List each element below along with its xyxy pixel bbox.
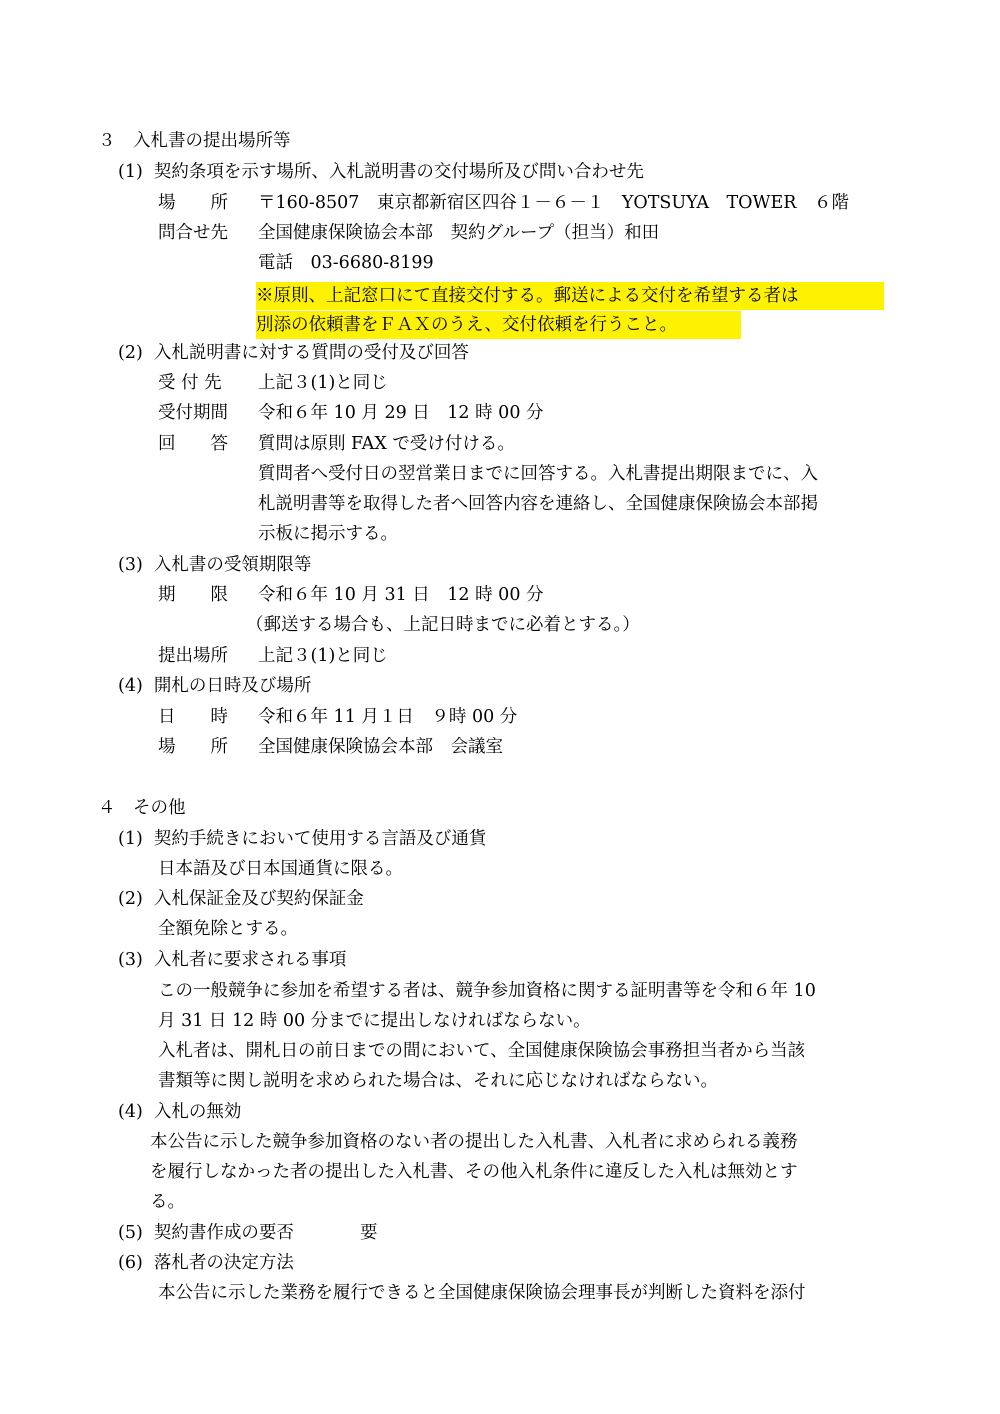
section-4-3-line-2: 月 31 日 12 時 00 分までに提出しなければならない。 [158,1011,591,1031]
section-4-3-line-3: 入札者は、開札日の前日までの間において、全国健康保険協会事務担当者から当該 [158,1041,806,1061]
section-4-4-line-2: を履行しなかった者の提出した入札書、その他入札条件に違反した入札は無効とす [150,1162,798,1182]
deadline-value: 令和６年 10 月 31 日 12 時 00 分 [258,585,544,605]
deadline-label: 期 限 [158,585,228,605]
contact-value: 全国健康保険協会本部 契約グループ（担当）和田 [258,223,660,243]
section-3-3-title: (3) 入札書の受領期限等 [118,555,312,575]
section-4-1-body: 日本語及び日本国通貨に限る。 [158,859,403,879]
section-4-6-line-1: 本公告に示した業務を履行できると全国健康保険協会理事長が判断した資料を添付 [158,1283,806,1303]
section-4-5-title: (5) 契約書作成の要否 [118,1223,294,1243]
highlighted-note-line-2 [256,311,741,339]
section-4-5-value: 要 [360,1223,378,1243]
section-4-4-line-3: る。 [150,1192,185,1212]
answer-line-4: 示板に掲示する。 [258,524,398,544]
contact-label: 問合せ先 [158,223,228,243]
section-4-4-line-1: 本公告に示した競争参加資格のない者の提出した入札書、入札者に求められる義務 [150,1132,798,1152]
answer-value: 質問は原則 FAX で受け付ける。 [258,434,515,454]
section-4-heading: ４ その他 [98,798,186,818]
deadline-note: （郵送する場合も、上記日時までに必着とする。） [246,615,640,635]
place-value: 〒160-8507 東京都新宿区四谷１－６－１ YOTSUYA TOWER ６階 [258,193,849,213]
section-4-6-title: (6) 落札者の決定方法 [118,1253,294,1273]
contact-phone: 電話 03-6680-8199 [258,253,434,273]
note-text-1: ※原則、上記窓口にて直接交付する。郵送による交付を希望する者は [256,286,799,306]
section-3-4-title: (4) 開札の日時及び場所 [118,676,312,696]
opening-place-label: 場 所 [158,737,228,757]
section-4-2-body: 全額免除とする。 [158,919,298,939]
section-4-1-title: (1) 契約手続きにおいて使用する言語及び通貨 [118,829,487,849]
answer-label: 回 答 [158,434,228,454]
answer-line-2: 質問者へ受付日の翌営業日までに回答する。入札書提出期限までに、入 [258,464,818,484]
opening-place-value: 全国健康保険協会本部 会議室 [258,737,503,757]
section-4-2-title: (2) 入札保証金及び契約保証金 [118,889,364,909]
section-3-2-title: (2) 入札説明書に対する質問の受付及び回答 [118,343,469,363]
section-3-heading: ３ 入札書の提出場所等 [98,131,291,151]
period-value: 令和６年 10 月 29 日 12 時 00 分 [258,403,544,423]
highlighted-note-line-1 [256,282,884,310]
section-4-3-title: (3) 入札者に要求される事項 [118,950,347,970]
note-text-2: 別添の依頼書をＦＡＸのうえ、交付依頼を行うこと。 [256,315,678,335]
place-label: 場 所 [158,193,228,213]
section-4-3-line-4: 書類等に関し説明を求められた場合は、それに応じなければならない。 [158,1071,718,1091]
answer-line-3: 札説明書等を取得した者へ回答内容を連絡し、全国健康保険協会本部掲 [258,494,818,514]
opening-date-value: 令和６年 11 月１日 ９時 00 分 [258,707,518,727]
opening-date-label: 日 時 [158,707,228,727]
recv-value: 上記３(1)と同じ [258,373,388,393]
submit-place-label: 提出場所 [158,646,228,666]
recv-label: 受 付 先 [158,373,222,393]
section-4-4-title: (4) 入札の無効 [118,1102,242,1122]
section-4-3-line-1: この一般競争に参加を希望する者は、競争参加資格に関する証明書等を令和６年 10 [158,981,816,1001]
section-3-1-title: (1) 契約条項を示す場所、入札説明書の交付場所及び問い合わせ先 [118,162,644,182]
submit-place-value: 上記３(1)と同じ [258,646,388,666]
period-label: 受付期間 [158,403,228,423]
